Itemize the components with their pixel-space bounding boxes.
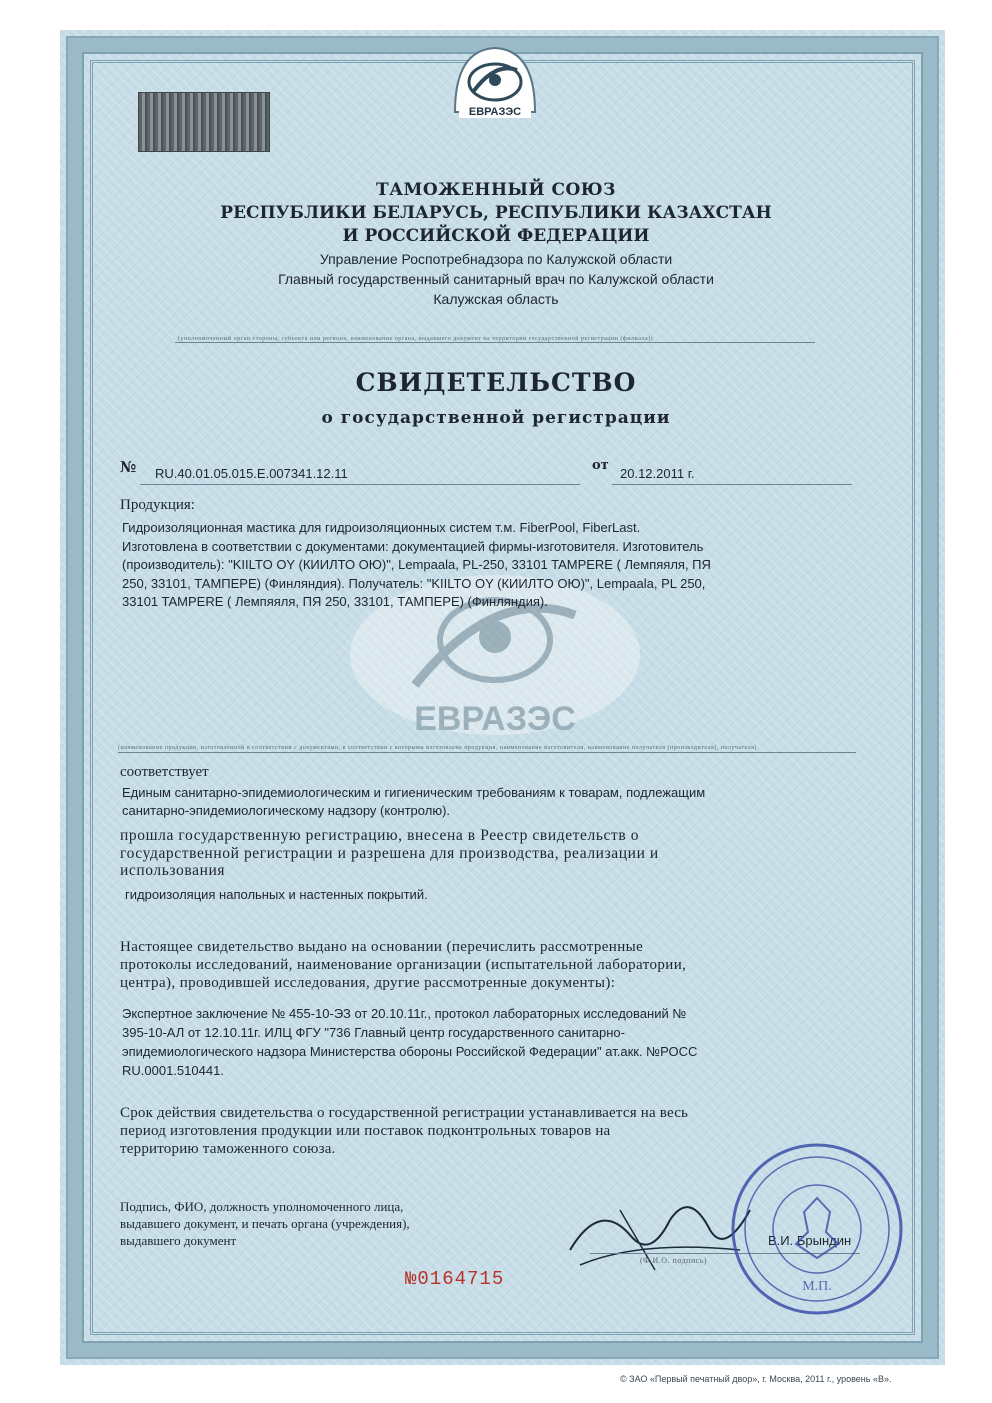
serial-number: №0164715	[405, 1268, 505, 1290]
date-label: от	[592, 458, 609, 473]
basis-line: Настоящее свидетельство выдано на основании (перечислить рассмотренные	[120, 939, 644, 955]
product-line: 250, 33101, ТАМПЕРЕ) (Финляндия). Получатель: "KIILTO OY (КИИЛТО ОЮ)", Lempaala, PL 250,	[122, 575, 706, 591]
validity-line: период изготовления продукции или поставок подконтрольных товаров на	[120, 1123, 611, 1139]
number-underline	[140, 484, 580, 485]
stamp-label: М.П.	[802, 1279, 832, 1294]
basis-detail-line: 395-10-АЛ от 12.10.11г. ИЛЦ ФГУ "736 Главный центр государственного санитарно-	[122, 1025, 625, 1040]
signature-caption-line: Подпись, ФИО, должность уполномоченного лица,	[120, 1199, 404, 1214]
conformity-line: Единым санитарно-эпидемиологическим и гигиеническим требованиям к товарам, подлежащим	[122, 785, 706, 800]
validity-line: Срок действия свидетельства о государственной регистрации устанавливается на весь	[120, 1105, 689, 1121]
union-title: ТАМОЖЕННЫЙ СОЮЗ	[376, 180, 616, 200]
basis-line: центра), проводившей исследования, другие рассмотренные документы):	[120, 975, 616, 991]
basis-detail-line: RU.0001.510441.	[122, 1063, 224, 1078]
union-federation-line: И РОССИЙСКОЙ ФЕДЕРАЦИИ	[342, 226, 650, 246]
validity-line: территорию таможенного союза.	[120, 1141, 336, 1157]
registration-date: 20.12.2011 г.	[620, 466, 695, 481]
signature-caption-line: выдавшего документ, и печать органа (учреждения),	[120, 1216, 410, 1231]
signature-caption	[120, 1198, 410, 1249]
basis-line: протоколы исследований, наименование организации (испытательной лаборатории,	[120, 957, 687, 973]
emblem-label: ЕВРАЗЭС	[468, 106, 522, 118]
eurasec-emblem-icon	[445, 42, 545, 128]
basis-details	[122, 1004, 697, 1080]
product-caption: (наименование продукции, изготовленной в соответствии с документами, в соответствии с которыми изготовлена продукция, наименование изготовителя, наименование получателя (производителя), получателя)	[118, 745, 757, 751]
statement-line: использования	[120, 862, 226, 879]
product-line: Гидроизоляционная мастика для гидроизоляционных систем т.м. FiberPool, FiberLast.	[122, 520, 641, 535]
authority-caption: (уполномоченный орган стороны, субъекта или региона, наименование органа, выдавшего документ на территории государственной регистрации (филиала))	[178, 336, 654, 342]
product-line: (производитель): "KIILTO OY (КИИЛТО ОЮ)", Lempaala, PL-250, 33101 TAMPERE ( Лемпяяля, ПЯ	[122, 557, 711, 573]
product-line: 33101 TAMPERE ( Лемпяяля, ПЯ 250, 33101, ТАМПЕРЕ) (Финляндия).	[122, 594, 548, 610]
watermark-label: ЕВРАЗЭС	[414, 700, 576, 738]
signature-caption-line: выдавшего документ	[120, 1233, 237, 1248]
authority-underline	[175, 342, 815, 343]
conformity-label: соответствует	[120, 764, 209, 780]
registration-statement	[120, 827, 659, 880]
hologram-sticker	[138, 92, 270, 152]
chief-doctor-line: Главный государственный санитарный врач по Калужской области	[278, 271, 714, 287]
date-underline	[612, 484, 852, 485]
registration-number: RU.40.01.05.015.Е.007341.12.11	[155, 466, 348, 481]
union-members-line: РЕСПУБЛИКИ БЕЛАРУСЬ, РЕСПУБЛИКИ КАЗАХСТАН	[220, 203, 772, 223]
conformity-text	[122, 784, 705, 820]
statement-line: государственной регистрации и разрешена для производства, реализации и	[120, 844, 659, 862]
basis-detail-line: Экспертное заключение № 455-10-ЭЗ от 20.10.11г., протокол лабораторных исследований №	[122, 1006, 687, 1021]
printer-imprint: © ЗАО «Первый печатный двор», г. Москва, 2011 г., уровень «В».	[620, 1374, 892, 1384]
document-subtitle: о государственной регистрации	[321, 408, 671, 428]
product-description	[122, 519, 711, 612]
product-label: Продукция:	[120, 497, 195, 513]
product-line: Изготовлена в соответствии с документами: документацией фирмы-изготовителя. Изготовитель	[122, 538, 704, 554]
signer-caption: (Ф.И.О. подпись)	[640, 1256, 708, 1265]
authority-name: Управление Роспотребнадзора по Калужской области	[319, 251, 673, 267]
conformity-line: санитарно-эпидемиологическому надзору (контролю).	[122, 803, 451, 818]
official-seal-icon	[728, 1140, 906, 1318]
region-line: Калужская область	[433, 291, 559, 307]
statement-line: прошла государственную регистрацию, внесена в Реестр свидетельств о	[120, 827, 640, 844]
validity-statement	[120, 1104, 688, 1158]
number-label: №	[120, 458, 137, 476]
basis-statement	[120, 938, 686, 992]
signer-name: В.И. Брындин	[768, 1233, 852, 1248]
product-underline	[118, 752, 856, 753]
usage-scope: гидроизоляция напольных и настенных покрытий.	[125, 887, 428, 902]
document-title: СВИДЕТЕЛЬСТВО	[355, 368, 637, 397]
basis-detail-line: эпидемиологического надзора Министерства обороны Российской Федерации" ат.акк. №РОСС	[122, 1044, 698, 1059]
